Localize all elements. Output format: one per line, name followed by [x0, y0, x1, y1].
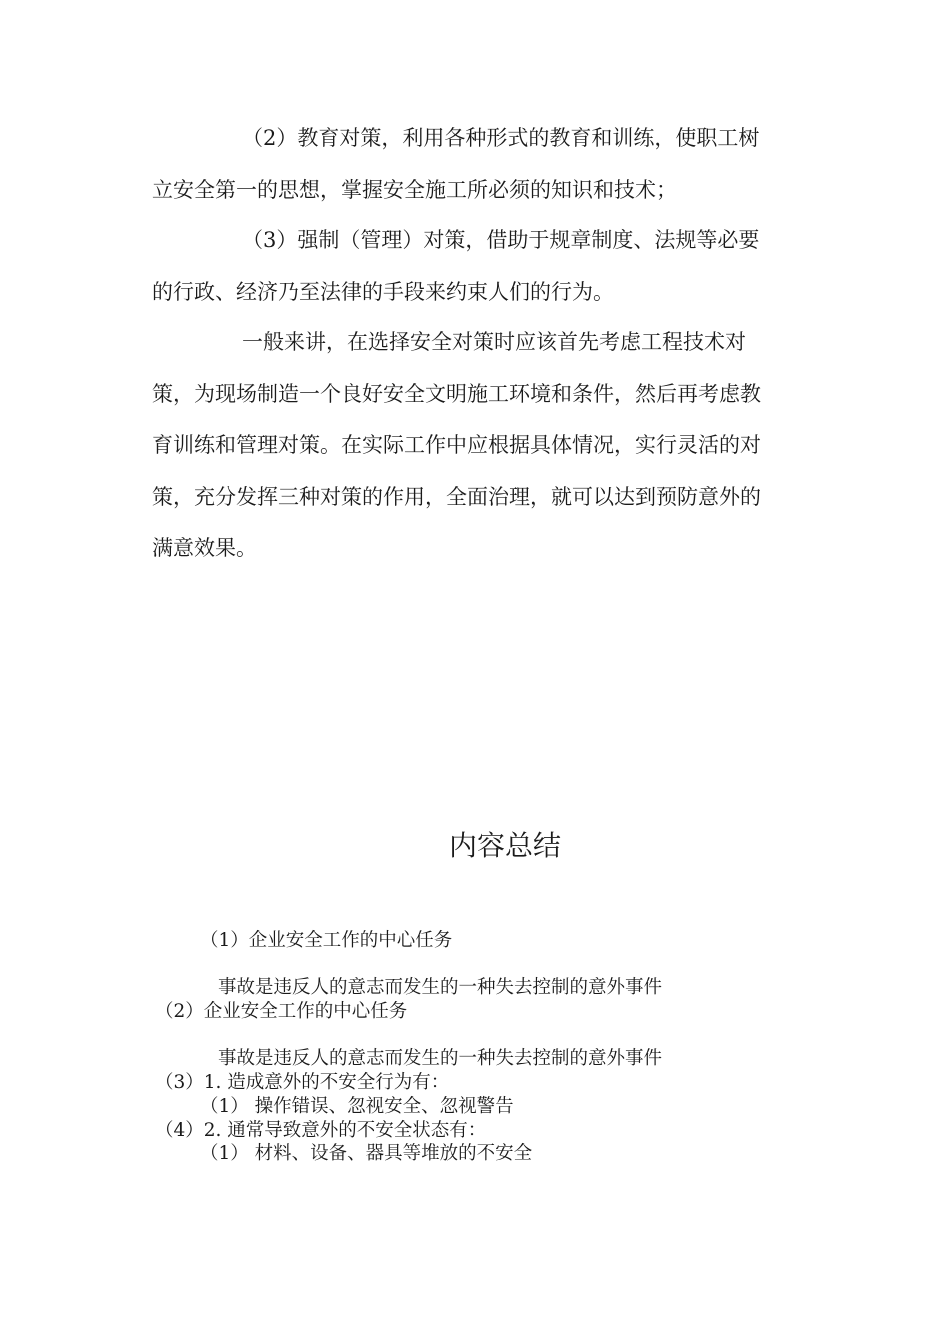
paragraph-line: 立安全第一的思想，掌握安全施工所必须的知识和技术； [152, 178, 677, 202]
summary-line: （1）企业安全工作的中心任务 [200, 930, 453, 951]
paragraph-line: 的行政、经济乃至法律的手段来约束人们的行为。 [152, 280, 614, 304]
paragraph-line: （2）教育对策，利用各种形式的教育和训练，使职工树 [242, 126, 760, 150]
summary-line: 事故是违反人的意志而发生的一种失去控制的意外事件 [218, 977, 663, 998]
paragraph-line: 策，为现场制造一个良好安全文明施工环境和条件，然后再考虑教 [152, 382, 761, 406]
summary-line: （2）企业安全工作的中心任务 [155, 1001, 408, 1022]
summary-line: （1） 材料、设备、器具等堆放的不安全 [200, 1143, 533, 1164]
paragraph-line: 育训练和管理对策。在实际工作中应根据具体情况，实行灵活的对 [152, 433, 761, 457]
summary-line: （3）1. 造成意外的不安全行为有： [155, 1072, 450, 1093]
paragraph-line: （3）强制（管理）对策，借助于规章制度、法规等必要 [242, 228, 760, 252]
summary-line: （4）2. 通常导致意外的不安全状态有： [155, 1120, 487, 1141]
paragraph-line: 一般来讲，在选择安全对策时应该首先考虑工程技术对 [242, 330, 746, 354]
paragraph-line: 策，充分发挥三种对策的作用，全面治理，就可以达到预防意外的 [152, 485, 761, 509]
summary-line: （1） 操作错误、忽视安全、忽视警告 [200, 1096, 514, 1117]
paragraph-line: 满意效果。 [152, 536, 257, 560]
summary-line: 事故是违反人的意志而发生的一种失去控制的意外事件 [218, 1048, 663, 1069]
summary-title: 内容总结 [448, 829, 561, 862]
